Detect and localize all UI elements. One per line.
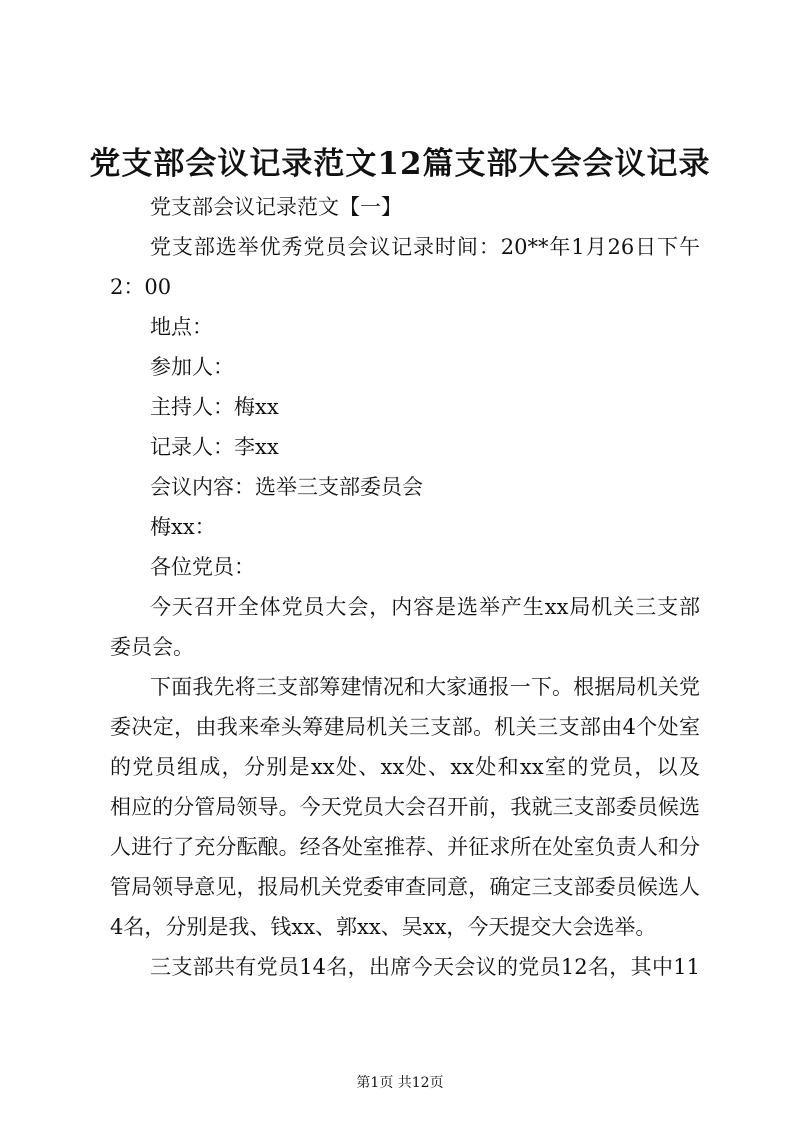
page-footer: 第1页 共12页 [356,1075,444,1091]
text-line: 记录人：李xx [150,435,279,459]
text-line: 委决定，由我来牵头筹建局机关三支部。机关三支部由4个处室 [110,715,700,739]
text-line: 相应的分管局领导。今天党员大会召开前，我就三支部委员候选 [110,795,700,819]
text-line: 党支部会议记录范文【一】 [150,195,402,219]
text-line: 委员会。 [110,635,194,659]
text-line: 党支部选举优秀党员会议记录时间：20**年1月26日下午 [150,235,700,259]
text-line: 今天召开全体党员大会，内容是选举产生xx局机关三支部 [150,595,700,619]
text-line: 人进行了充分酝酿。经各处室推荐、并征求所在处室负责人和分 [110,835,700,859]
document-title: 党支部会议记录范文12篇支部大会会议记录 [89,146,711,182]
text-line: 4名，分别是我、钱xx、郭xx、吴xx，今天提交大会选举。 [110,915,657,939]
text-line: 管局领导意见，报局机关党委审查同意，确定三支部委员候选人 [110,875,700,899]
text-line: 的党员组成，分别是xx处、xx处、xx处和xx室的党员，以及 [110,755,700,779]
text-line: 各位党员： [150,555,255,579]
text-line: 主持人：梅xx [150,395,279,419]
text-line: 地点： [150,315,213,339]
text-line: 下面我先将三支部筹建情况和大家通报一下。根据局机关党 [150,675,700,699]
text-line: 2：00 [110,275,172,299]
text-line: 会议内容：选举三支部委员会 [150,475,423,499]
text-line: 三支部共有党员14名，出席今天会议的党员12名，其中11 [150,955,700,979]
text-line: 参加人： [150,355,234,379]
text-line: 梅xx： [150,515,216,539]
